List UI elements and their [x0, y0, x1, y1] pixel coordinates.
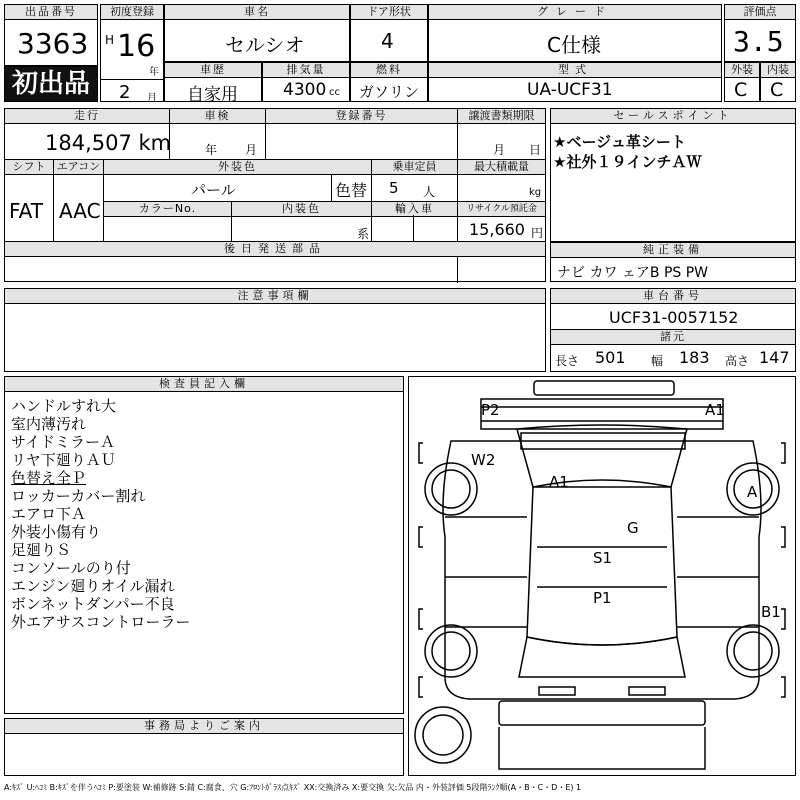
repaint-mark: 色替	[335, 181, 368, 200]
office-notes-label: 事務局よりご案内	[5, 719, 403, 734]
import-label: 輸入車	[371, 202, 457, 217]
car-name-cell	[164, 4, 350, 62]
inspection-year-unit: 年	[205, 143, 218, 157]
recycle-unit: 円	[531, 226, 544, 240]
note-line: 室内薄汚れ	[11, 415, 87, 433]
displacement-cell	[262, 62, 350, 102]
year-unit: 年	[149, 67, 159, 78]
capacity-unit: 人	[423, 185, 436, 199]
later-parts-label: 後日発送部品	[5, 242, 545, 257]
auction-number-label: 出品番号	[5, 5, 97, 20]
model: UA-UCF31	[527, 80, 613, 100]
car-name: セルシオ	[225, 33, 305, 57]
caution-cell	[4, 288, 546, 372]
note-line: 色替え全Ｐ	[11, 469, 87, 487]
equipment-label: 純正装備	[551, 243, 795, 258]
width: 183	[679, 348, 710, 367]
length-label: 長さ	[555, 354, 580, 368]
sales-points-label: セールスポイント	[551, 109, 795, 124]
note-line: エアロ下Ａ	[11, 505, 87, 523]
dims-label: 諸元	[551, 330, 795, 345]
equipment: ナビ カワ ェアB PS PW	[557, 265, 709, 281]
doors: 4	[381, 29, 394, 53]
damage-mark: W2	[471, 451, 496, 469]
color-label: 外装色	[103, 160, 371, 175]
first-registration-cell	[100, 4, 164, 102]
capacity: 5	[389, 179, 399, 197]
office-notes-cell	[4, 718, 404, 776]
colorno-label: カラーNo.	[103, 202, 231, 217]
vehicle-detail-table	[4, 108, 546, 282]
auction-number-cell	[4, 4, 98, 66]
displacement-label: 排気量	[263, 63, 349, 78]
damage-mark: A	[747, 483, 758, 501]
note-line: 足廻りＳ	[11, 541, 72, 559]
damage-diagram	[408, 376, 796, 776]
history-cell	[164, 62, 262, 105]
grade-cell	[428, 4, 722, 62]
plate-label: 登録番号	[265, 109, 457, 124]
fuel-cell	[350, 62, 428, 102]
note-line: ロッカーカバー割れ	[11, 487, 146, 505]
sales-point-1: ★ベージュ革シート	[553, 133, 686, 151]
equipment-cell	[550, 242, 796, 282]
caution-label: 注意事項欄	[5, 289, 545, 304]
inspection-label: 車検	[169, 109, 265, 124]
mileage-label: 走行	[5, 109, 169, 124]
int-score: C	[770, 79, 784, 101]
reg-year: 16	[117, 29, 156, 64]
damage-mark: G	[627, 519, 639, 537]
model-cell	[428, 62, 722, 102]
note-line: コンソールのり付	[11, 559, 131, 577]
ext-score: C	[734, 79, 748, 101]
grade: C仕様	[547, 33, 601, 57]
inspector-notes-cell	[4, 376, 404, 714]
score-cell	[724, 4, 796, 62]
fuel: ガソリン	[359, 83, 420, 101]
ext-score-cell	[724, 62, 760, 102]
inspector-notes-list	[11, 397, 190, 631]
damage-mark: P2	[481, 401, 500, 419]
height: 147	[759, 348, 790, 367]
inspection-month-unit: 月	[245, 143, 258, 157]
month-unit: 月	[147, 93, 157, 104]
first-registration-label: 初度登録	[101, 5, 163, 20]
history-label: 車歴	[165, 63, 261, 78]
note-line: ボンネットダンパー不良	[11, 595, 175, 613]
displacement: 4300	[283, 80, 327, 100]
first-listing-badge: 初出品	[4, 66, 98, 102]
capacity-label: 乗車定員	[371, 160, 457, 175]
displacement-unit: cc	[329, 87, 340, 98]
exterior-color: パール	[191, 181, 236, 199]
auction-number: 3363	[17, 27, 89, 60]
ext-label: 外装	[725, 63, 759, 78]
fuel-label: 燃料	[351, 63, 427, 78]
int-label: 内装	[761, 63, 795, 78]
car-name-label: 車名	[165, 5, 349, 20]
door-cell	[350, 4, 428, 62]
damage-mark: S1	[593, 549, 613, 567]
load-unit: kg	[529, 187, 542, 198]
damage-mark: P1	[593, 589, 612, 607]
sales-points-cell	[550, 108, 796, 242]
damage-code-legend: A:ｷｽﾞ U:ﾍｺﾐ B:ｷｽﾞを伴うﾍｺﾐ P:要塗装 W:補修跡 S:錆 C:腐食、穴 G:ﾌﾛﾝﾄｶﾞﾗｽ点ｷｽﾞ XX:交換済み X:要交換 欠:欠品 内・外装評価 5段階ﾗﾝｸ順(A・B・C・D・E) 1	[4, 783, 582, 792]
damage-mark: A1	[705, 401, 725, 419]
note-line: ハンドルすれ大	[11, 397, 117, 415]
grade-label: グレード	[429, 5, 721, 20]
recycle-label: リサイクル預託金	[457, 202, 545, 217]
score: 3.5	[733, 25, 784, 58]
damage-mark: B1	[761, 603, 781, 621]
reg-month: 2	[119, 82, 131, 103]
sales-point-2: ★社外１９インチＡＷ	[553, 153, 702, 171]
load-label: 最大積載量	[457, 160, 545, 175]
chassis-cell	[550, 288, 796, 372]
height-label: 高さ	[725, 354, 750, 368]
chassis-label: 車台番号	[551, 289, 795, 304]
mileage: 184,507 km	[45, 131, 172, 155]
transfer-day-unit: 日	[529, 143, 542, 157]
note-line: リヤ下廻りＡＵ	[11, 451, 116, 469]
door-label: ドア形状	[351, 5, 427, 20]
interior-color-label: 内装色	[231, 202, 371, 217]
width-label: 幅	[651, 354, 664, 368]
inspector-notes-label: 検査員記入欄	[5, 377, 403, 392]
note-line: サイドミラーＡ	[11, 433, 115, 451]
shift: FAT	[9, 199, 44, 223]
damage-mark: A1	[549, 473, 569, 491]
era: H	[105, 33, 115, 47]
note-line: 外装小傷有り	[11, 523, 102, 541]
recycle-fee: 15,660	[469, 220, 525, 239]
length: 501	[595, 348, 626, 367]
note-line: 外エアサスコントローラー	[11, 613, 191, 631]
ac-label: エアコン	[53, 160, 103, 175]
transfer-month-unit: 月	[493, 143, 506, 157]
int-score-cell	[760, 62, 796, 102]
car-outline-diagram	[409, 377, 795, 775]
interior-unit: 系	[357, 227, 370, 241]
score-label: 評価点	[725, 5, 795, 20]
history: 自家用	[187, 85, 238, 105]
note-line: エンジン廻りオイル漏れ	[11, 577, 175, 595]
transfer-label: 譲渡書類期限	[457, 109, 545, 124]
ac: AAC	[59, 199, 101, 223]
chassis-number: UCF31-0057152	[609, 308, 739, 327]
model-label: 型式	[429, 63, 721, 78]
shift-label: シフト	[5, 160, 53, 175]
